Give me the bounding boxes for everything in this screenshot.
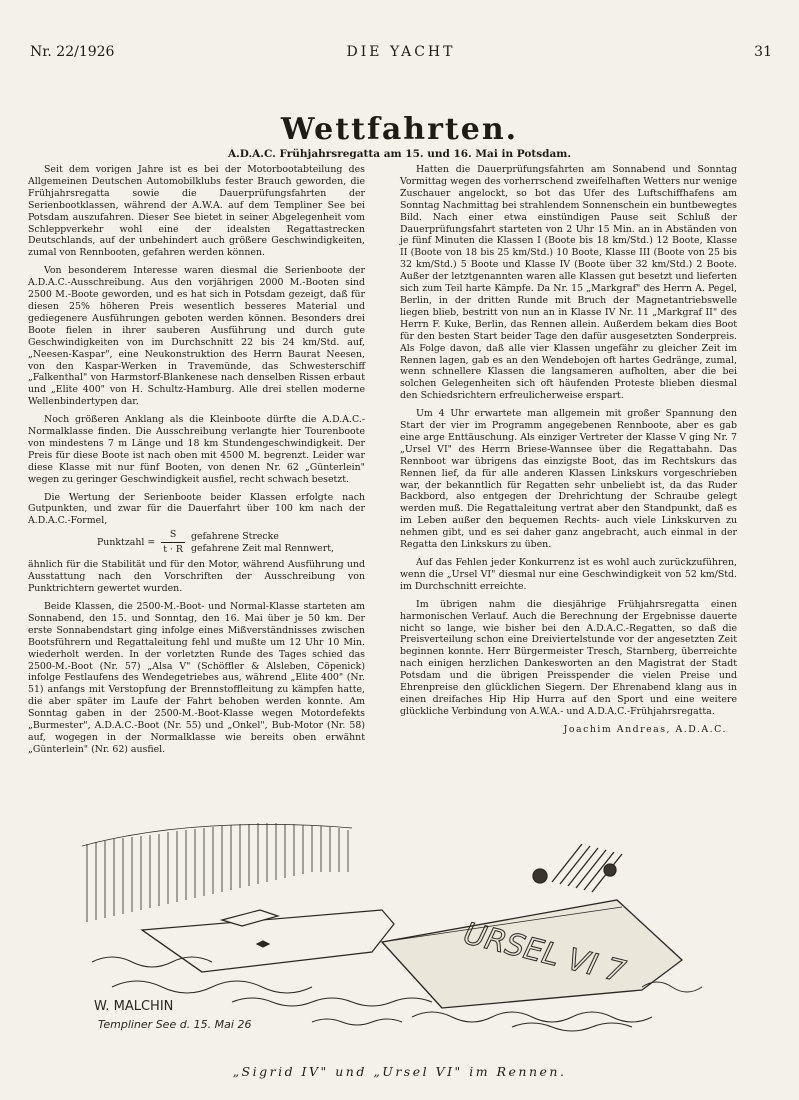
artist-signature: W. MALCHIN <box>94 999 174 1014</box>
paragraph: Noch größeren Anklang als die Kleinboote dürfte die A.D.A.C.-Normalklasse finden. Die Ausschreibung verlangte hier Tourenboote von mindestens 7 m Länge und 18 km Stundengeschwindigkeit. Der Preis für diese Boote ist nach oben mit 4500 M. begrenzt. Leider war diese Klasse mit nur fünf Booten, von denen Nr. 62 „Günterlein" wegen zu geringer Geschwindigkeit ausfiel, recht schwach besetzt. <box>28 414 365 485</box>
paragraph: Hatten die Dauerprüfungsfahrten am Sonnabend und Sonntag Vormittag wegen des vorherrschend zweifelhaften Wetters nur wenige Zuschauer angelockt, so bot das Ufer des Luftschiffhafens am Sonntag Nachmittag bei strahlendem Sonnenschein ein buntbewegtes Bild. Nach einer etwa einstündigen Pause seit Schluß der Dauerprüfungsfahrt starteten von 2 Uhr 15 Min. an in Abständen von je fünf Minuten die Klassen I (Boote bis 18 km/Std.) 12 Boote, Klasse II (Boote von 18 bis 25 km/Std.) 10 Boote, Klasse III (Boote von 25 bis 32 km/Std.) 5 Boote und Klasse IV (Boote über 32 km/Std.) 2 Boote. Außer der letztgenannten waren alle Klassen gut besetzt und lieferten sich zum Teil harte Kämpfe. Da Nr. 15 „Markgraf" des Herrn A. Pegel, Berlin, in der dritten Runde mit Bruch der Magnetantriebswelle liegen blieb, bestritt von nun an in Klasse IV Nr. 11 „Markgraf II" des Herrn F. Kuke, Berlin, das Rennen allein. Außerdem bekam dies Boot für den besten Start beider Tage den dafür ausgesetzten Sonderpreis. Als Folge davon, daß alle vier Klassen ungefähr zu gleicher Zeit im Rennen lagen, gab es an den Wendebojen oft hartes Gedränge, zumal, wenn schnellere Klassen die langsameren aufholten, aber die bei solchen Gelegenheiten sich oft häufenden Proteste blieben diesmal den Schiedsrichtern erfreulicherweise erspart. <box>400 164 737 402</box>
journal-name: DIE YACHT <box>346 44 456 60</box>
paragraph: Die Wertung der Serienboote beider Klassen erfolgte nach Gutpunkten, und zwar für die Dauerfahrt über 100 km nach der A.D.A.C.-Formel, <box>28 491 365 527</box>
race-illustration <box>82 812 722 1062</box>
paragraph: ähnlich für die Stabilität und für den Motor, während Ausführung und Ausstattung nach den Vorschriften der Ausschreibung von Punktrichtern gewertet wurden. <box>28 559 365 595</box>
shoreline-trees <box>82 823 352 922</box>
illustration-caption: „Sigrid IV" und „Ursel VI" im Rennen. <box>232 1064 567 1079</box>
formula-denominator: t · R <box>163 544 183 556</box>
left-column <box>28 164 365 762</box>
paragraph: Beide Klassen, die 2500-M.-Boot- und Normal-Klasse starteten am Sonnabend, den 15. und Sonntag, den 16. Mai über je 50 km. Der erste Sonnabendstart ging infolge eines Mißverständnisses zwischen Bootsführern und Regattaleitung fehl und mußte um 12 Uhr 10 Min. wiederholt werden. In der vorletzten Runde des Tages schied das 2500-M.-Boot (Nr. 57) „Alsa V" (Schöffler & Alsleben, Cöpenick) infolge Festlaufens des Wendegetriebes aus, während „Elite 400" (Nr. 51) anfangs mit Verstopfung der Brennstoffleitung zu kämpfen hatte, die aber später im Laufe der Fahrt behoben werden konnte. Am Sonntag gaben in der 2500-M.-Boot-Klasse wegen Motordefekts „Burmester", A.D.A.C.-Boot (Nr. 55) und „Onkel", Bub-Motor (Nr. 58) auf, wogegen in der Normalklasse wie bereits oben erwähnt „Günterlein" (Nr. 62) ausfiel. <box>28 601 365 755</box>
article-title: Wettfahrten. <box>280 112 519 147</box>
formula-fraction <box>161 529 185 556</box>
formula-numerator: S <box>169 529 177 541</box>
formula-label: Punktzahl = <box>96 537 156 549</box>
hull-lettering: URSEL VI 7 <box>460 916 629 991</box>
article-subtitle: A.D.A.C. Frühjahrsregatta am 15. und 16. Mai in Potsdam. <box>227 148 572 160</box>
formula-denominator-note: gefahrene Zeit mal Rennwert, <box>190 542 334 554</box>
boat-sigrid <box>142 910 394 972</box>
paragraph: Auf das Fehlen jeder Konkurrenz ist es wohl auch zurückzuführen, wenn die „Ursel VI" diesmal nur eine Geschwindigkeit von 52 km/Std. im Durchschnitt erreichte. <box>400 557 737 592</box>
paragraph: Von besonderem Interesse waren diesmal die Serienboote der A.D.A.C.-Ausschreibung. Aus den vorjährigen 2000 M.-Booten sind 2500 M.-Boote geworden, und es hat sich in Potsdam gezeigt, daß für diesen 25% höheren Preis wesentlich besseres Material und gediegenere Ausführungen geboten werden können. Besonders drei Boote fielen in ihrer sauberen Ausführung und durch gute Geschwindigkeiten von im Durchschnitt 22 bis 24 km/Std. auf, „Neesen-Kaspar", eine Neukonstruktion des Herrn Baurat Neesen, von den Kaspar-Werken in Travemünde, das Schwesterschiff „Falkenthal" von Harmstorf-Blankenese nach denselben Rissen erbaut und „Elite 400" von H. Schultz-Hamburg. Alle drei stellen moderne Wellenbindertypen dar. <box>28 265 365 408</box>
formula <box>28 529 365 556</box>
issue-number: Nr. 22/1926 <box>30 44 115 60</box>
formula-numerator-note: gefahrene Strecke <box>190 530 279 542</box>
paragraph: Seit dem vorigen Jahre ist es bei der Motorbootabteilung des Allgemeinen Deutschen Automobilklubs fester Brauch geworden, die Frühjahrsregatta sowie die Dauerprüfungsfahrten der Serienbootklassen, während der A.W.A. auf dem Templiner See bei Potsdam auszufahren. Dieser See bietet in seiner Abgelegenheit vom Schleppverkehr wohl eine der idealsten Regattastrecken Deutschlands, auf der unbehindert auch größere Geschwindigkeiten, zumal von Rennbooten, gefahren werden können. <box>28 164 365 259</box>
page-number: 31 <box>754 44 772 60</box>
paragraph: Im übrigen nahm die diesjährige Frühjahrsregatta einen harmonischen Verlauf. Auch die Berechnung der Ergebnisse dauerte nicht so lange, wie bisher bei den A.D.A.C.-Regatten, so daß die Preisverteilung schon eine Dreiviertelstunde vor der angesetzten Zeit beginnen konnte. Herr Bürgermeister Tresch, Starnberg, überreichte nach einigen herzlichen Dankesworten an den Magistrat der Stadt Potsdam und die übrigen Preisspender die vielen Preise und Ehrenpreise den glücklichen Siegern. Der Ehrenabend klang aus in einen dreifaches Hip Hip Hurra auf den Sport und eine weitere glückliche Verbindung von A.W.A.- und A.D.A.C.-Frühjahrsregatta. <box>400 598 737 717</box>
paragraph: Um 4 Uhr erwartete man allgemein mit großer Spannung den Start der vier im Programm angegebenen Rennboote, aber es gab eine arge Enttäuschung. Als einziger Vertreter der Klasse V ging Nr. 7 „Ursel VI" des Herrn Briese-Wannsee über die Regattabahn. Das Rennboot war übrigens das einzigste Boot, das im Rechtskurs das Rennen lief, da für alle anderen Klassen Linkskurs vorgeschrieben war, der bekanntlich für Regatten sehr unbeliebt ist, da das Ruder Backbord, also entgegen der Drehrichtung der Schraube gelegt werden muß. Die Regattaleitung vertrat aber den Standpunkt, daß es im Leben außer den bequemen Rechts- auch viele Linkskurven zu nehmen gibt, und es sei daher ganz angebracht, auch einmal in der Regatta den Linkskurs zu üben. <box>400 408 737 551</box>
page-header <box>30 44 772 64</box>
author-signature: Joachim Andreas, A.D.A.C. <box>563 723 727 735</box>
artist-note: Templiner See d. 15. Mai 26 <box>98 1018 252 1031</box>
boat-ursel <box>382 844 682 1008</box>
right-column <box>400 164 737 736</box>
